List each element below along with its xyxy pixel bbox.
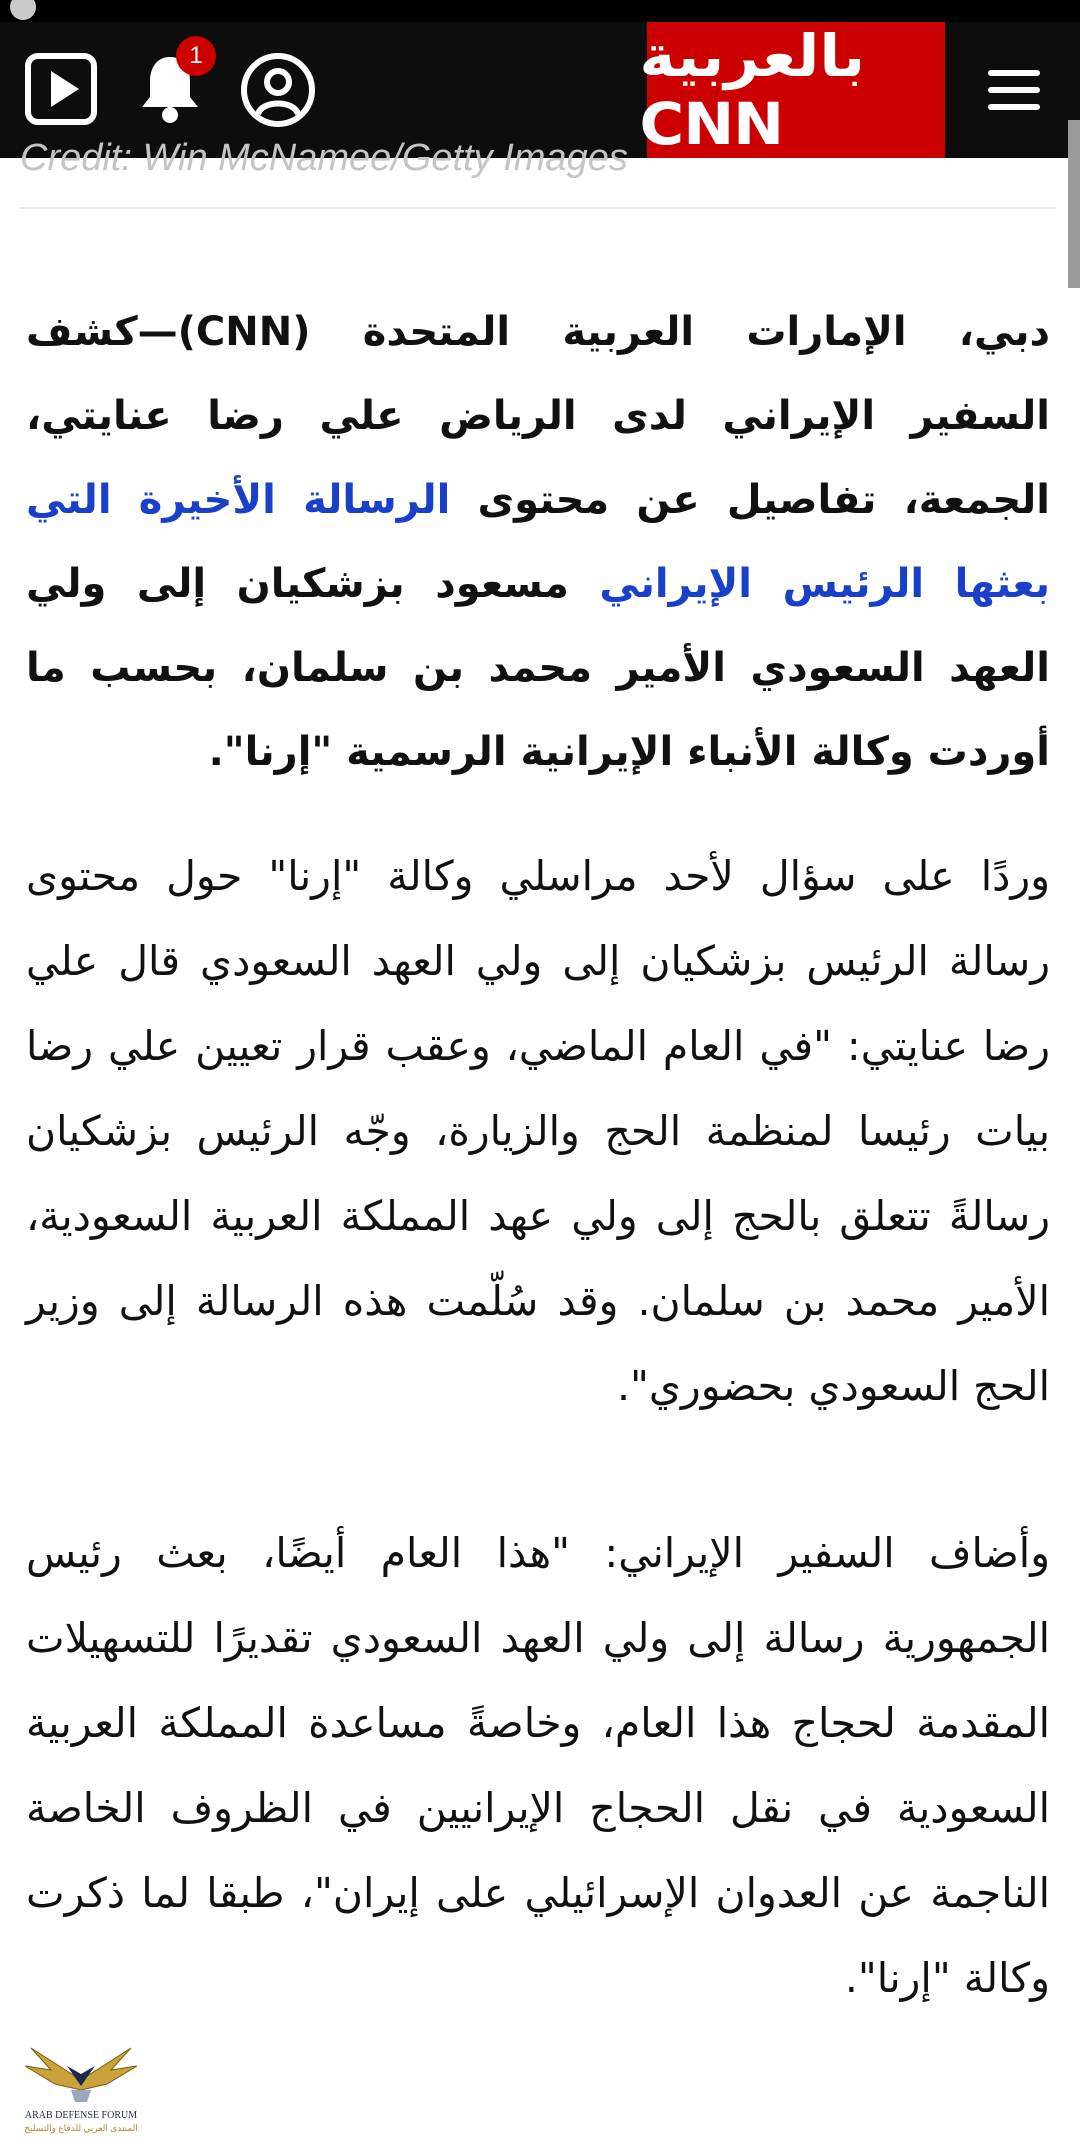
watermark-subtitle: المنتدى العربي للدفاع والتسليح: [24, 2123, 138, 2133]
article-paragraph: وأضاف السفير الإيراني: "هذا العام أيضًا، بعث رئيس الجمهورية رسالة إلى ولي العهد السعودي تقديرًا للتسهيلات المقدمة لحجاج هذا العام، وخاصةً مساعدة المملكة العربية السعودية في نقل الحجاج الإيرانيين في الظروف الخاصة الناجمة عن العدوان الإسرائيلي على إيران"، طبقا لما ذكرت وكالة "إرنا".: [26, 1529, 1050, 2002]
article-body: [26, 290, 1050, 2021]
scrollbar-thumb[interactable]: [1068, 120, 1080, 288]
menu-icon: [986, 66, 1042, 114]
lead-text: دبي، الإمارات العربية المتحدة (CNN)—كشف السفير الإيراني لدى الرياض علي رضا عنايتي، الجمعة، تفاصيل عن محتوى: [26, 309, 1050, 523]
logo-text: بالعربية CNN: [639, 22, 866, 158]
forum-watermark: [6, 2040, 156, 2152]
video-button[interactable]: [22, 50, 100, 128]
play-icon: [24, 52, 98, 126]
account-button[interactable]: [238, 50, 318, 130]
article-paragraph: وردًا على سؤال لأحد مراسلي وكالة "إرنا" حول محتوى رسالة الرئيس بزشكيان إلى ولي العهد السعودي قال علي رضا عنايتي: "في العام الماضي، وعقب قرار تعيين علي رضا بيات رئيسا لمنظمة الحج والزيارة، وجّه الرئيس بزشكيان رسالةً تتعلق بالحج إلى ولي عهد المملكة العربية السعودية، الأمير محمد بن سلمان. وقد سُلّمت هذه الرسالة إلى وزير الحج السعودي بحضوري".: [26, 852, 1050, 1410]
notification-count-badge: 1: [176, 36, 216, 76]
lead-paragraph: [26, 290, 1050, 794]
related-article-link[interactable]: الرسالة الأخيرة التي بعثها الرئيس الإيراني: [26, 477, 1050, 607]
status-strip: [0, 0, 1080, 22]
menu-button[interactable]: [972, 48, 1056, 132]
lead-text-continued: مسعود بزشكيان إلى ولي العهد السعودي الأمير محمد بن سلمان، بحسب ما أوردت وكالة الأنباء الإيرانية الرسمية "إرنا".: [26, 561, 1050, 775]
image-credit: Credit: Win McNamee/Getty Images: [20, 137, 628, 179]
user-icon: [240, 52, 316, 128]
eagle-emblem-icon: [21, 2040, 141, 2110]
watermark-title: ARAB DEFENSE FORUM: [24, 2110, 138, 2121]
divider: [20, 207, 1056, 209]
